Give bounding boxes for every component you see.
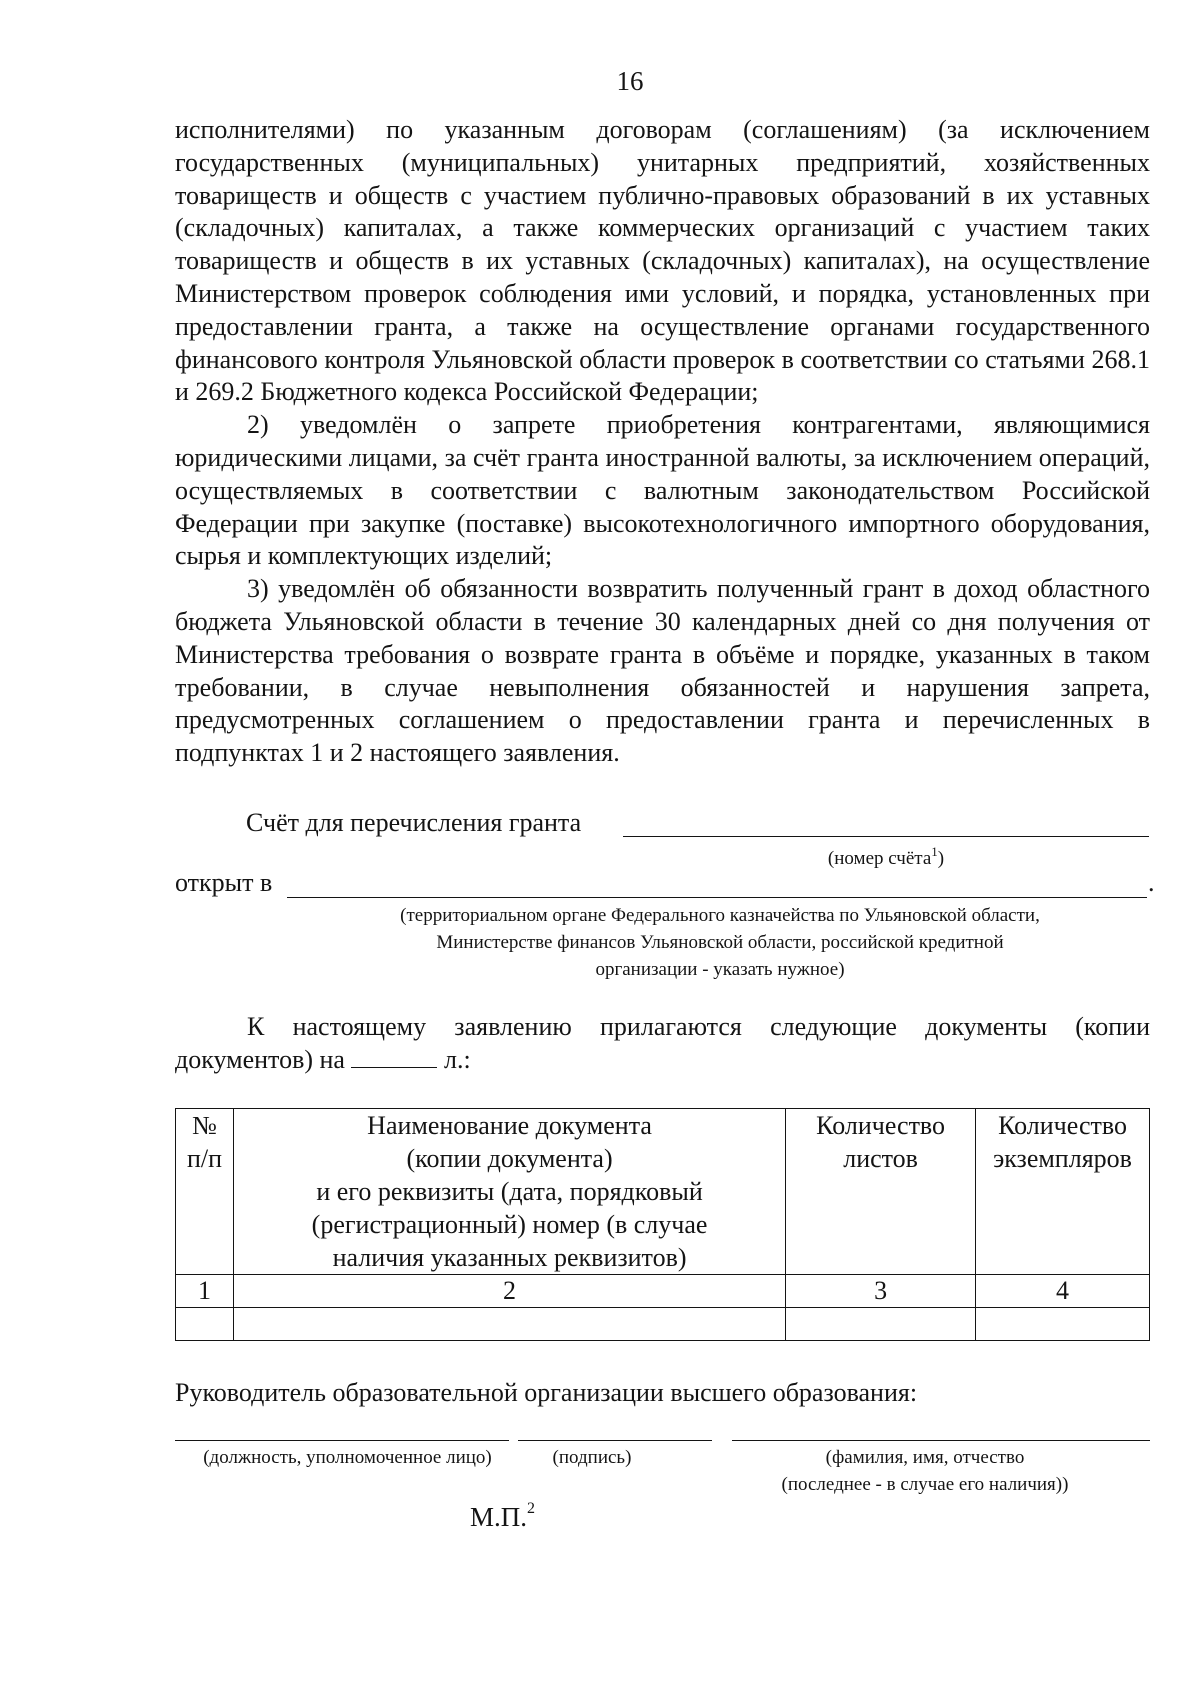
header-document-name: Наименование документа (копии документа) и его реквизиты (дата, порядковый (регистрационный) номер (в случае наличия указанных реквизитов) [233,1109,785,1275]
bank-caption: (территориальном органе Федерального казначейства по Ульяновской области, Министерстве финансов Ульяновской области, российской кредитной организации - указать нужное) [400,905,1040,980]
head-of-organization-label: Руководитель образовательной организации высшего образования: [175,1378,918,1407]
opened-period: . [1148,868,1155,897]
attachments-paragraph: К настоящему заявлению прилагаются следующие документы (копии документов) на л.: [175,1012,1150,1074]
table-row [176,1308,1150,1341]
body-text [175,114,1150,770]
stamp-place: М.П.$^2$ [470,1500,536,1532]
table-cell[interactable] [176,1308,234,1341]
full-name-caption: (фамилия, имя, отчество (последнее - в случае его наличия)) [781,1447,1069,1495]
documents-table [175,1108,1150,1341]
position-caption: (должность, уполномоченное лицо) [203,1447,492,1468]
table-cell[interactable] [233,1308,785,1341]
paragraph-item-2: 2) уведомлён о запрете приобретения контрагентами, являющимися юридическими лицами, за счёт гранта иностранной валюты, за исключением операций, осуществляемых в соответствии с валютным законодательством Российской Федерации при закупке (поставке) высокотехнологичного импортного оборудования, сырья и комплектующих изделий; [175,410,1150,571]
opened-label: открыт в [175,868,273,897]
table-cell[interactable] [976,1308,1150,1341]
paragraph-continuation: исполнителями) по указанным договорам (соглашениям) (за исключением государственных (муниципальных) унитарных предприятий, хозяйственных товариществ и обществ с участием публично-правовых образований в их уставных (складочных) капиталах, а также коммерческих организаций с участием таких товариществ и обществ в их уставных (складочных) капиталах), на осуществление Министерством проверок соблюдения ими условий, и порядка, установленных при предоставлении гранта, а также на осуществление органами государственного финансового контроля Ульяновской области проверок в соответствии со статьями 268.1 и 269.2 Бюджетного кодекса Российской Федерации; [175,115,1150,407]
column-number-row [176,1275,1150,1308]
paragraph-item-3: 3) уведомлён об обязанности возвратить полученный грант в доход областного бюджета Ульяновской области в течение 30 календарных дней со дня получения от Министерства требования о возврате гранта в объёме и порядке, указанных в таком требовании, в случае невыполнения обязанностей и нарушения запрета, предусмотренных соглашением о предоставлении гранта и перечисленных в подпунктах 1 и 2 настоящего заявления. [175,574,1150,768]
signature-caption: (подпись) [552,1447,632,1468]
header-sheets: Количество листов [786,1109,976,1275]
column-number: 3 [786,1275,976,1308]
account-number-field[interactable] [623,836,1149,837]
account-label: Счёт для перечисления гранта [246,808,582,837]
column-number: 1 [176,1275,234,1308]
page-number: 16 [616,66,644,96]
header-number: № п/п [176,1109,234,1275]
table-header-row [176,1109,1150,1275]
column-number: 2 [233,1275,785,1308]
signature-field[interactable] [518,1440,712,1441]
bank-field[interactable] [287,897,1147,898]
position-field[interactable] [175,1440,509,1441]
column-number: 4 [976,1275,1150,1308]
full-name-field[interactable] [732,1440,1150,1441]
account-caption: (номер счёта$^1$) [827,844,945,869]
table-cell[interactable] [786,1308,976,1341]
header-copies: Количество экземпляров [976,1109,1150,1275]
sheets-count-field[interactable] [351,1045,437,1068]
